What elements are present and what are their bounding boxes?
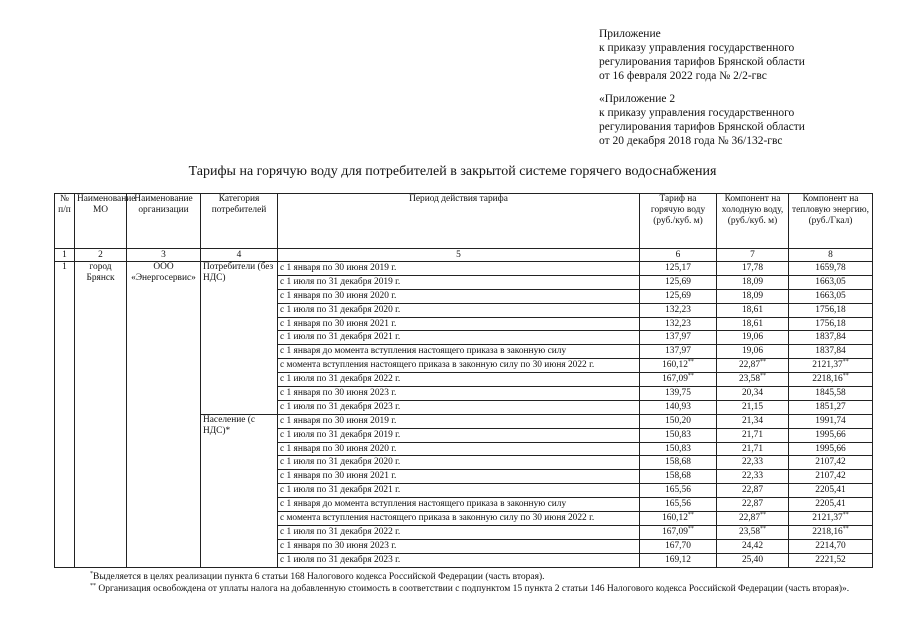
hot-water-tariff (640, 428, 717, 442)
tariff-period: с 1 января до момента вступления настоящего приказа в законную силу (278, 345, 640, 359)
header-num: № п/п (55, 194, 75, 249)
footnote-mark: ** (842, 525, 849, 532)
consumer-category: Население (с НДС)* (201, 414, 278, 567)
hot-water-tariff-value: 167,09 (662, 374, 688, 385)
cold-water-component (717, 400, 789, 414)
tariff-period: с 1 июля по 31 декабря 2021 г. (278, 484, 640, 498)
header-line: к приказу управления государственного (599, 42, 795, 54)
cold-water-component-value: 19,06 (741, 332, 764, 343)
heat-energy-component (789, 539, 873, 553)
footnote-mark: ** (760, 511, 767, 518)
heat-energy-component-value: 2205,41 (815, 485, 846, 496)
hot-water-tariff (640, 303, 717, 317)
tariff-period: с 1 января до момента вступления настоящего приказа в законную силу (278, 498, 640, 512)
heat-energy-component (789, 331, 873, 345)
organization-name: ООО «Энергосервис» (127, 262, 201, 568)
cold-water-component-value: 22,33 (741, 471, 764, 482)
column-number: 8 (789, 249, 873, 262)
hot-water-tariff (640, 359, 717, 373)
cold-water-component (717, 470, 789, 484)
tariff-period: с 1 июля по 31 декабря 2019 г. (278, 428, 640, 442)
tariff-period: с 1 июля по 31 декабря 2022 г. (278, 373, 640, 387)
municipality-name: город Брянск (75, 262, 127, 568)
heat-energy-component-value: 2205,41 (815, 499, 846, 510)
cold-water-component (717, 484, 789, 498)
header-line: «Приложение 2 (599, 93, 676, 105)
heat-energy-component (789, 456, 873, 470)
cold-water-component-value: 22,33 (741, 457, 764, 468)
heat-energy-component (789, 262, 873, 276)
tariff-rows (55, 262, 873, 568)
heat-energy-component-value: 2107,42 (815, 471, 846, 482)
heat-energy-component-value: 1837,84 (815, 332, 846, 343)
hot-water-tariff-value: 165,56 (665, 499, 691, 510)
tariff-period: с 1 января по 30 июня 2023 г. (278, 539, 640, 553)
table-header-row (55, 194, 873, 249)
heat-energy-component (789, 442, 873, 456)
heat-energy-component-value: 2221,52 (815, 554, 846, 565)
cold-water-component (717, 373, 789, 387)
hot-water-tariff (640, 553, 717, 567)
tariff-period: с 1 января по 30 июня 2021 г. (278, 317, 640, 331)
tariff-period: с 1 июля по 31 декабря 2023 г. (278, 553, 640, 567)
header-line: регулирования тарифов Брянской области (599, 56, 805, 68)
heat-energy-component-value: 1756,18 (815, 318, 846, 329)
column-number: 1 (55, 249, 75, 262)
footnote-mark: ** (687, 511, 694, 518)
cold-water-component-value: 18,61 (741, 304, 764, 315)
header-mo: Наименование МО (75, 194, 127, 249)
column-number: 6 (640, 249, 717, 262)
cold-water-component-value: 22,87 (741, 499, 764, 510)
cold-water-component-value: 17,78 (741, 262, 764, 273)
heat-energy-component-value: 2121,37 (812, 512, 843, 523)
heat-energy-component (789, 359, 873, 373)
footnote-mark: ** (687, 359, 694, 366)
hot-water-tariff (640, 470, 717, 484)
hot-water-tariff (640, 539, 717, 553)
cold-water-component-value: 21,34 (741, 415, 764, 426)
hot-water-tariff (640, 484, 717, 498)
heat-energy-component-value: 2218,16 (812, 526, 843, 537)
heat-energy-component (789, 484, 873, 498)
cold-water-component (717, 428, 789, 442)
hot-water-tariff-value: 150,20 (665, 415, 691, 426)
heat-energy-component (789, 414, 873, 428)
cold-water-component-value: 22,87 (738, 512, 761, 523)
cold-water-component (717, 456, 789, 470)
cold-water-component (717, 512, 789, 526)
hot-water-tariff (640, 387, 717, 401)
header-heat: Компонент на тепловую энергию, (руб./Гкал) (789, 194, 873, 249)
heat-energy-component-value: 2107,42 (815, 457, 846, 468)
heat-energy-component (789, 345, 873, 359)
hot-water-tariff (640, 262, 717, 276)
cold-water-component-value: 18,61 (741, 318, 764, 329)
footnote-mark: ** (687, 525, 694, 532)
heat-energy-component (789, 525, 873, 539)
hot-water-tariff-value: 158,68 (665, 457, 691, 468)
heat-energy-component-value: 1991,74 (815, 415, 846, 426)
cold-water-component-value: 22,87 (741, 485, 764, 496)
header-line: от 20 декабря 2018 года № 36/132-гвс (599, 135, 783, 147)
hot-water-tariff-value: 140,93 (665, 401, 691, 412)
footnotes (54, 571, 872, 595)
footnote-mark: ** (760, 525, 767, 532)
tariff-period: с 1 января по 30 июня 2023 г. (278, 387, 640, 401)
tariff-period: с 1 июля по 31 декабря 2020 г. (278, 456, 640, 470)
heat-energy-component-value: 2214,70 (815, 540, 846, 551)
heat-energy-component (789, 275, 873, 289)
cold-water-component-value: 18,09 (741, 290, 764, 301)
hot-water-tariff-value: 160,12 (662, 360, 688, 371)
cold-water-component (717, 345, 789, 359)
header-line: Приложение (599, 28, 661, 40)
cold-water-component-value: 18,09 (741, 276, 764, 287)
heat-energy-component-value: 1659,78 (815, 262, 846, 273)
hot-water-tariff-value: 139,75 (665, 387, 691, 398)
hot-water-tariff-value: 160,12 (662, 512, 688, 523)
column-number: 4 (201, 249, 278, 262)
cold-water-component-value: 24,42 (741, 540, 764, 551)
tariff-period: с 1 июля по 31 декабря 2021 г. (278, 331, 640, 345)
heat-energy-component (789, 512, 873, 526)
heat-energy-component (789, 400, 873, 414)
column-number: 7 (717, 249, 789, 262)
cold-water-component (717, 498, 789, 512)
cold-water-component-value: 25,40 (741, 554, 764, 565)
heat-energy-component-value: 1756,18 (815, 304, 846, 315)
footnote-vat (54, 571, 872, 583)
hot-water-tariff (640, 456, 717, 470)
header-category: Категория потребителей (201, 194, 278, 249)
cold-water-component-value: 21,15 (741, 401, 764, 412)
footnote-exemption (54, 583, 872, 595)
column-number: 3 (127, 249, 201, 262)
tariff-period: с 1 января по 30 июня 2020 г. (278, 442, 640, 456)
hot-water-tariff-value: 125,69 (665, 276, 691, 287)
hot-water-tariff (640, 289, 717, 303)
footnote-mark: ** (687, 373, 694, 380)
footnote-mark: ** (842, 359, 849, 366)
header-period: Период действия тарифа (278, 194, 640, 249)
header-line: регулирования тарифов Брянской области (599, 121, 805, 133)
hot-water-tariff-value: 167,70 (665, 540, 691, 551)
hot-water-tariff-value: 158,68 (665, 471, 691, 482)
column-number: 2 (75, 249, 127, 262)
cold-water-component-value: 19,06 (741, 346, 764, 357)
header-cold: Компонент на холодную воду, (руб./куб. м) (717, 194, 789, 249)
tariff-period: с 1 июля по 31 декабря 2022 г. (278, 525, 640, 539)
heat-energy-component (789, 387, 873, 401)
hot-water-tariff (640, 442, 717, 456)
heat-energy-component-value: 1845,58 (815, 387, 846, 398)
footnote-mark: * (90, 571, 93, 577)
cold-water-component (717, 539, 789, 553)
tariff-period: с 1 января по 30 июня 2020 г. (278, 289, 640, 303)
hot-water-tariff-value: 125,17 (665, 262, 691, 273)
hot-water-tariff (640, 525, 717, 539)
hot-water-tariff-value: 137,97 (665, 332, 691, 343)
tariff-period: с 1 июля по 31 декабря 2023 г. (278, 400, 640, 414)
cold-water-component (717, 442, 789, 456)
document-title: Тарифы на горячую воду для потребителей в закрытой системе горячего водоснабжения (188, 164, 717, 179)
footnote-mark: ** (760, 373, 767, 380)
cold-water-component (717, 317, 789, 331)
cold-water-component (717, 553, 789, 567)
cold-water-component (717, 275, 789, 289)
header-tariff: Тариф на горячую воду (руб./куб. м) (640, 194, 717, 249)
heat-energy-component-value: 2121,37 (812, 360, 843, 371)
heat-energy-component (789, 428, 873, 442)
cold-water-component (717, 525, 789, 539)
footnote-mark: ** (760, 359, 767, 366)
tariff-period: с 1 января по 30 июня 2019 г. (278, 262, 640, 276)
heat-energy-component (789, 373, 873, 387)
header-line: от 16 февраля 2022 года № 2/2-гвс (599, 70, 767, 82)
hot-water-tariff-value: 167,09 (662, 526, 688, 537)
hot-water-tariff (640, 498, 717, 512)
heat-energy-component-value: 1663,05 (815, 276, 846, 287)
heat-energy-component-value: 1663,05 (815, 290, 846, 301)
hot-water-tariff (640, 331, 717, 345)
hot-water-tariff (640, 400, 717, 414)
cold-water-component-value: 21,71 (741, 443, 764, 454)
hot-water-tariff (640, 512, 717, 526)
footnote-mark: ** (90, 583, 96, 589)
hot-water-tariff-value: 125,69 (665, 290, 691, 301)
heat-energy-component-value: 1995,66 (815, 443, 846, 454)
cold-water-component-value: 22,87 (738, 360, 761, 371)
hot-water-tariff (640, 317, 717, 331)
tariff-period: с 1 января по 30 июня 2019 г. (278, 414, 640, 428)
cold-water-component-value: 23,58 (738, 374, 761, 385)
heat-energy-component (789, 303, 873, 317)
tariff-period: с 1 января по 30 июня 2021 г. (278, 470, 640, 484)
hot-water-tariff-value: 132,23 (665, 318, 691, 329)
tariff-period: с момента вступления настоящего приказа в законную силу по 30 июня 2022 г. (278, 512, 640, 526)
table-row (55, 262, 873, 276)
heat-energy-component-value: 1837,84 (815, 346, 846, 357)
hot-water-tariff-value: 169,12 (665, 554, 691, 565)
heat-energy-component (789, 553, 873, 567)
appendix-header (599, 27, 805, 83)
hot-water-tariff (640, 275, 717, 289)
hot-water-tariff (640, 373, 717, 387)
heat-energy-component-value: 1995,66 (815, 429, 846, 440)
hot-water-tariff-value: 132,23 (665, 304, 691, 315)
heat-energy-component-value: 1851,27 (815, 401, 846, 412)
row-number: 1 (55, 262, 75, 568)
column-number: 5 (278, 249, 640, 262)
cold-water-component (717, 262, 789, 276)
column-number-row (55, 249, 873, 262)
heat-energy-component (789, 289, 873, 303)
heat-energy-component (789, 317, 873, 331)
tariff-period: с момента вступления настоящего приказа в законную силу по 30 июня 2022 г. (278, 359, 640, 373)
heat-energy-component (789, 470, 873, 484)
cold-water-component (717, 387, 789, 401)
appendix-2-header (599, 92, 805, 148)
cold-water-component (717, 289, 789, 303)
heat-energy-component-value: 2218,16 (812, 374, 843, 385)
heat-energy-component (789, 498, 873, 512)
hot-water-tariff-value: 150,83 (665, 443, 691, 454)
hot-water-tariff-value: 137,97 (665, 346, 691, 357)
hot-water-tariff (640, 414, 717, 428)
footnote-text: Организация освобождена от уплаты налога на добавленную стоимость в соответствии с подпунктом 15 пункта 2 статьи 146 Налогового кодекса Российской Федерации (часть вторая)». (98, 584, 850, 594)
tariff-period: с 1 июля по 31 декабря 2019 г. (278, 275, 640, 289)
cold-water-component-value: 21,71 (741, 429, 764, 440)
header-org: Наименование организации (127, 194, 201, 249)
cold-water-component (717, 331, 789, 345)
cold-water-component (717, 359, 789, 373)
hot-water-tariff (640, 345, 717, 359)
footnote-mark: ** (842, 373, 849, 380)
cold-water-component-value: 23,58 (738, 526, 761, 537)
cold-water-component (717, 414, 789, 428)
cold-water-component (717, 303, 789, 317)
cold-water-component-value: 20,34 (741, 387, 764, 398)
footnote-mark: ** (842, 511, 849, 518)
tariff-table (54, 193, 873, 568)
consumer-category: Потребители (без НДС) (201, 262, 278, 415)
header-line: к приказу управления государственного (599, 107, 795, 119)
hot-water-tariff-value: 150,83 (665, 429, 691, 440)
hot-water-tariff-value: 165,56 (665, 485, 691, 496)
tariff-period: с 1 июля по 31 декабря 2020 г. (278, 303, 640, 317)
footnote-text: Выделяется в целях реализации пункта 6 статьи 168 Налогового кодекса Российской Федерации (часть вторая). (93, 572, 545, 582)
